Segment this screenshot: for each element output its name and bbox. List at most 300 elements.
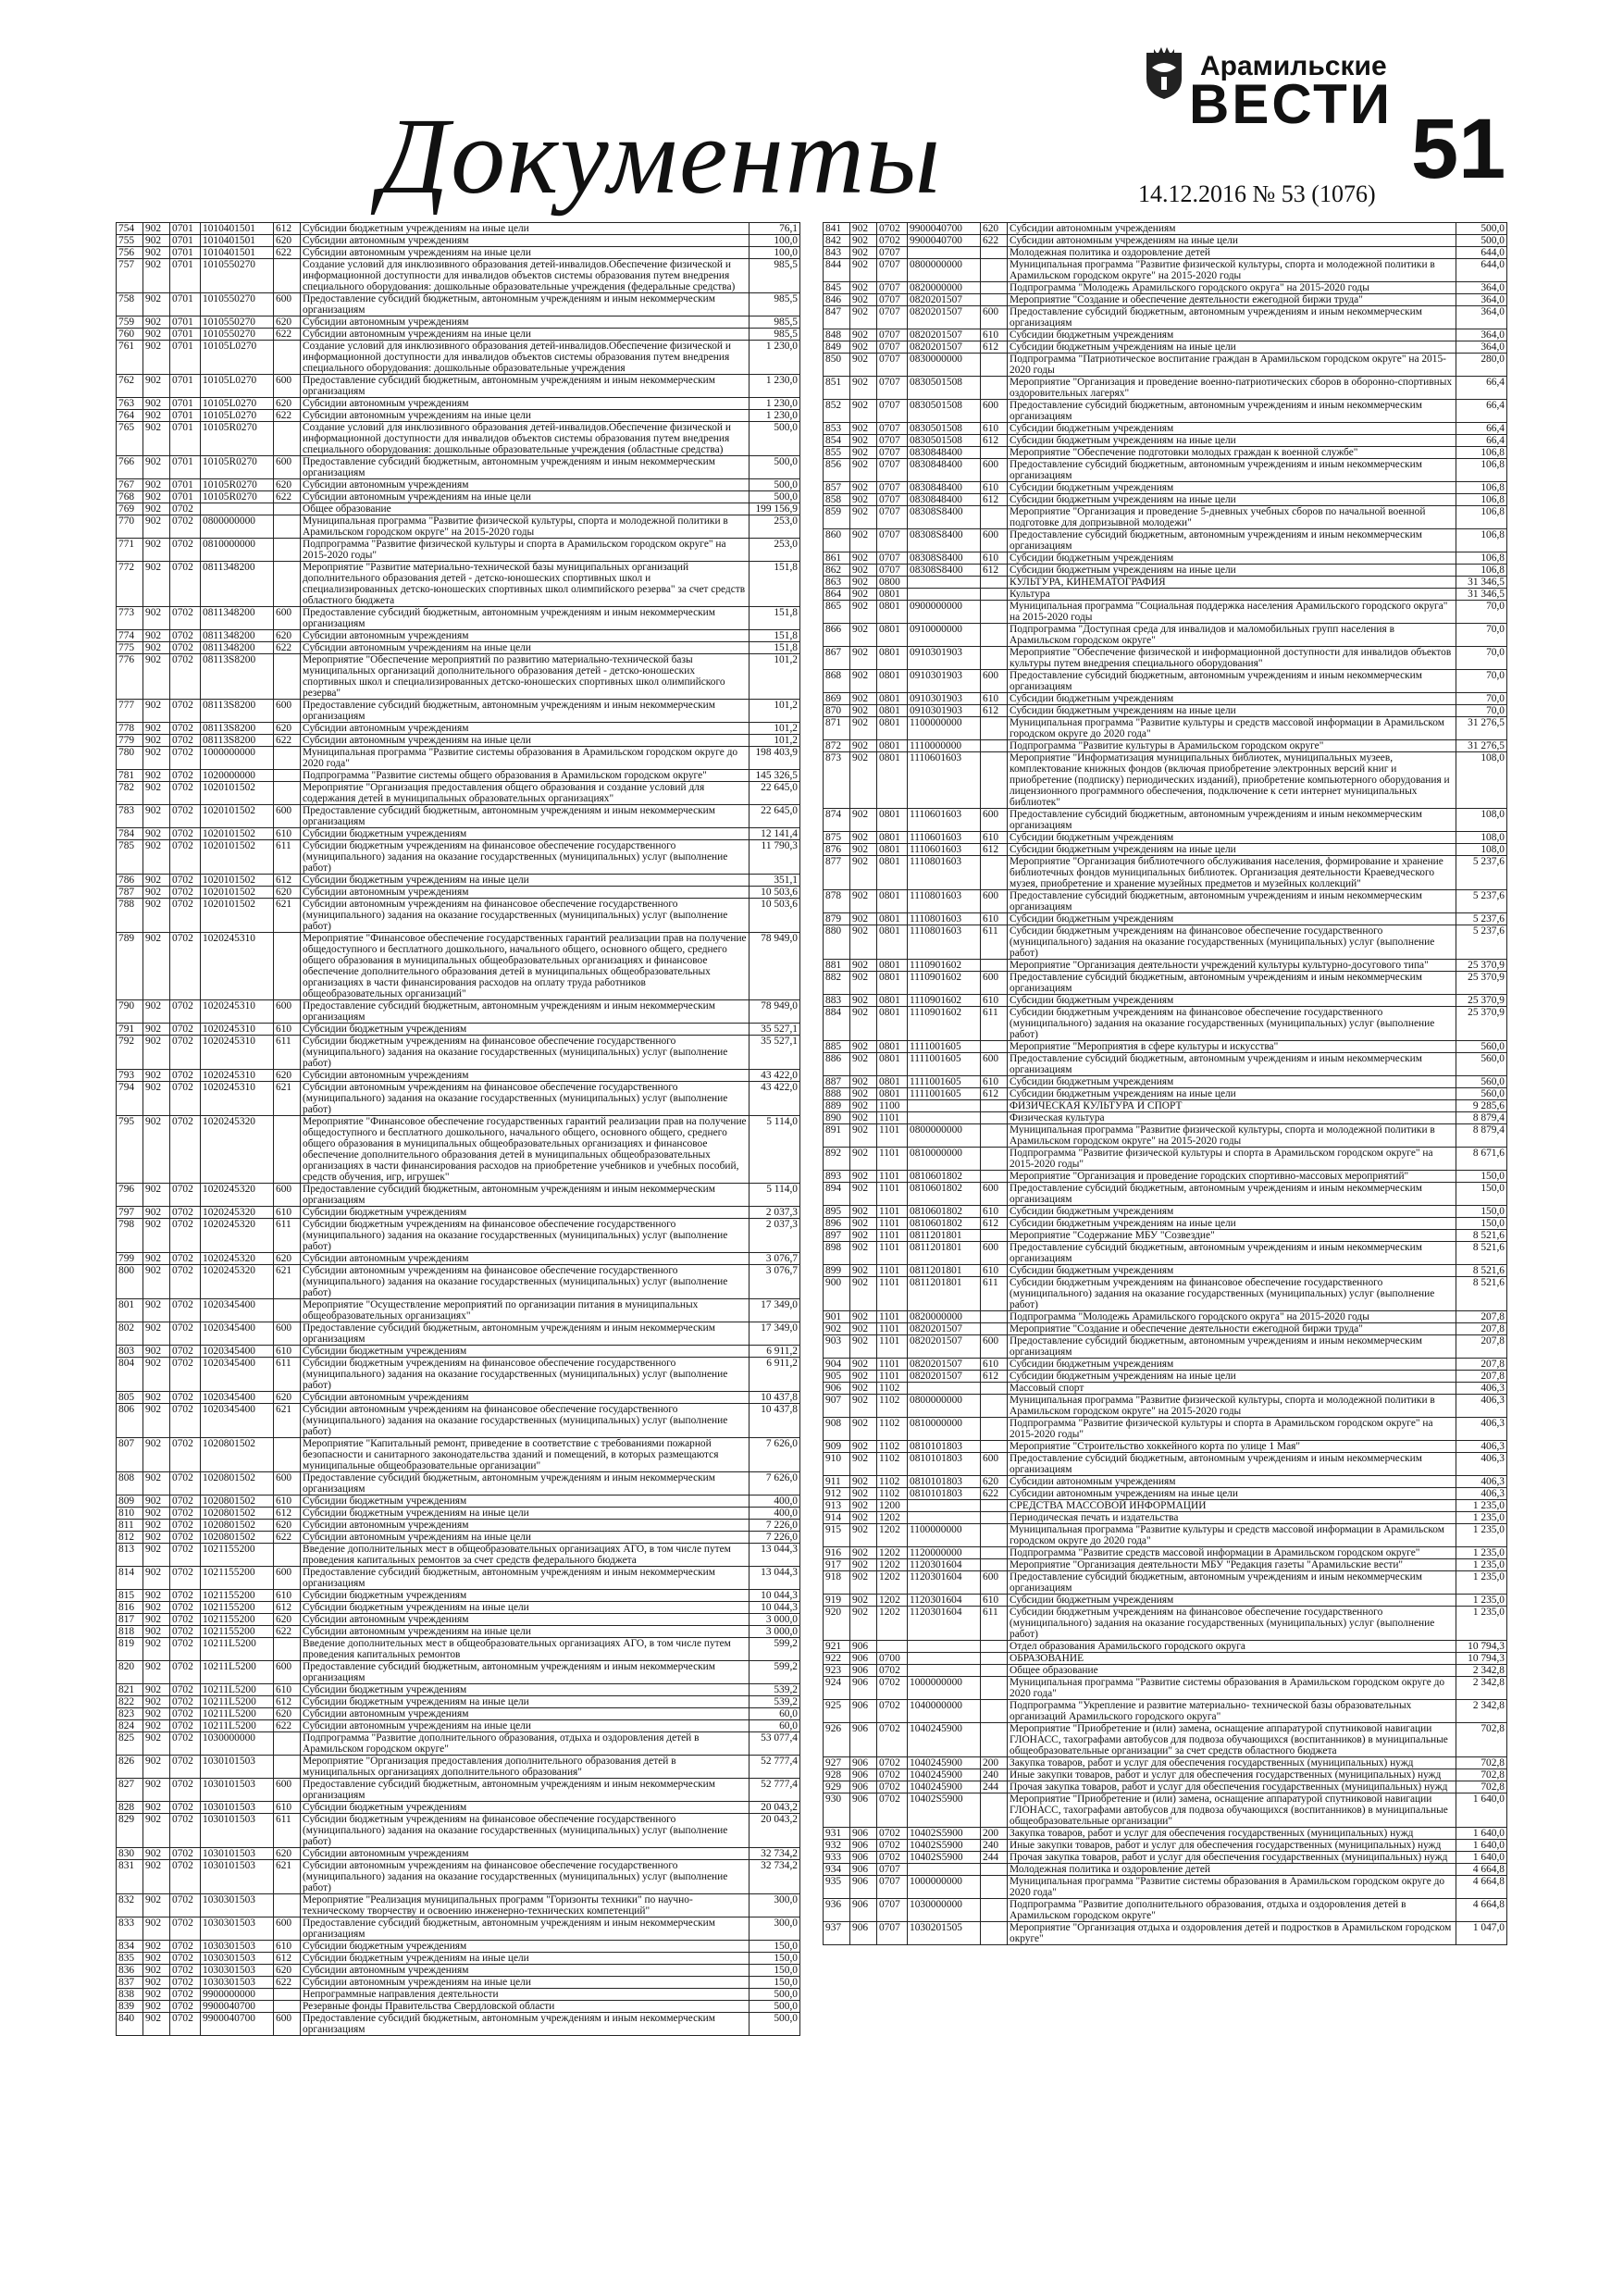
amount: 985,5	[750, 316, 800, 329]
target-article: 1110000000	[908, 740, 981, 752]
item-name: Субсидии бюджетным учреждениям на иные цели	[1008, 1088, 1456, 1100]
amount: 8 879,4	[1456, 1112, 1507, 1124]
row-number: 764	[117, 410, 143, 422]
amount: 985,5	[750, 293, 800, 316]
table-row	[824, 960, 1507, 972]
target-article: 0810101803	[908, 1453, 981, 1476]
expense-type: 612	[274, 1696, 301, 1708]
grbs-code: 902	[143, 1000, 170, 1024]
grbs-code: 902	[143, 1720, 170, 1732]
item-name: Мероприятие "Финансовое обеспечение государственных гарантий реализации прав на получение общедоступного и бесплатного дошкольного, начального общего, основного общего, среднего общего образования в муниципальных общеобразовательных организациях и финансовое обеспечение дополнительного образования детей в муниципальных общеобразовательных организациях в части финансирования расходов на оплату труда работников общеобразовательных организаций"	[301, 933, 750, 1000]
table-row	[117, 1000, 800, 1024]
amount: 2 037,3	[750, 1219, 800, 1253]
amount: 70,0	[1456, 670, 1507, 693]
amount: 702,8	[1456, 1757, 1507, 1769]
amount: 101,2	[750, 735, 800, 747]
target-article: 1030301503	[201, 1941, 274, 1953]
row-number: 925	[824, 1700, 850, 1723]
target-article: 1110801603	[908, 890, 981, 913]
target-article: 1020245310	[201, 1036, 274, 1070]
item-name: Предоставление субсидий бюджетным, автономным учреждениям и иным некоммерческим организациям	[301, 1567, 750, 1590]
row-number: 843	[824, 247, 850, 259]
section-code: 1101	[877, 1265, 908, 1277]
expense-type: 610	[981, 1206, 1008, 1218]
expense-type	[981, 601, 1008, 624]
target-article: 1010401501	[201, 247, 274, 259]
target-article: 1010401501	[201, 235, 274, 247]
section-code: 0702	[877, 235, 908, 247]
row-number: 785	[117, 840, 143, 875]
amount: 364,0	[1456, 329, 1507, 341]
section-code: 0702	[170, 607, 201, 630]
amount: 145 326,5	[750, 770, 800, 782]
target-article: 0810601802	[908, 1206, 981, 1218]
item-name: Субсидии бюджетным учреждениям	[1008, 693, 1456, 705]
section-code: 0702	[170, 1520, 201, 1532]
item-name: Предоставление субсидий бюджетным, автономным учреждениям и иным некоммерческим организациям	[301, 805, 750, 828]
table-row	[117, 1207, 800, 1219]
expense-type: 600	[981, 1453, 1008, 1476]
expense-type: 600	[274, 1000, 301, 1024]
row-number: 897	[824, 1230, 850, 1242]
amount: 10 503,6	[750, 887, 800, 899]
amount: 539,2	[750, 1696, 800, 1708]
row-number: 781	[117, 770, 143, 782]
table-row	[117, 515, 800, 539]
target-article: 0810101803	[908, 1488, 981, 1500]
section-code: 0702	[170, 1392, 201, 1404]
row-number: 826	[117, 1756, 143, 1779]
grbs-code: 906	[850, 1757, 877, 1769]
table-row	[824, 752, 1507, 809]
section-code: 0702	[170, 1720, 201, 1732]
target-article	[908, 1500, 981, 1512]
row-number: 927	[824, 1757, 850, 1769]
row-number: 874	[824, 809, 850, 832]
grbs-code: 902	[143, 1590, 170, 1602]
table-row	[824, 577, 1507, 589]
amount: 150,0	[1456, 1183, 1507, 1206]
expense-type: 612	[274, 223, 301, 235]
section-code: 0702	[170, 1544, 201, 1567]
item-name: Мероприятие "Организация предоставления общего образования и создание условий для содержания детей в муниципальных образовательных организациях"	[301, 782, 750, 805]
amount: 150,0	[750, 1977, 800, 1989]
amount: 151,8	[750, 642, 800, 654]
target-article: 0820000000	[908, 1311, 981, 1323]
section-code: 0702	[170, 1684, 201, 1696]
table-row	[824, 259, 1507, 282]
row-number: 790	[117, 1000, 143, 1024]
expense-type	[981, 1041, 1008, 1053]
target-article: 9900040700	[908, 235, 981, 247]
target-article: 1020345400	[201, 1358, 274, 1392]
target-article: 9900040700	[908, 223, 981, 235]
grbs-code: 902	[850, 577, 877, 589]
amount: 1 235,0	[1456, 1547, 1507, 1559]
expense-type: 600	[274, 700, 301, 723]
table-row	[117, 1532, 800, 1544]
grbs-code: 902	[143, 1520, 170, 1532]
table-row	[117, 2001, 800, 2013]
section-code: 0801	[877, 705, 908, 717]
grbs-code: 902	[143, 887, 170, 899]
section-code: 0707	[877, 1922, 908, 1945]
amount: 106,8	[1456, 459, 1507, 482]
table-row	[117, 1322, 800, 1346]
row-number: 907	[824, 1395, 850, 1418]
amount: 198 403,9	[750, 747, 800, 770]
table-row	[824, 223, 1507, 235]
grbs-code: 902	[850, 1524, 877, 1547]
expense-type	[981, 1124, 1008, 1148]
expense-type: 622	[274, 410, 301, 422]
expense-type: 600	[274, 1322, 301, 1346]
table-row	[824, 1418, 1507, 1441]
table-row	[117, 1602, 800, 1614]
amount: 702,8	[1456, 1781, 1507, 1793]
row-number: 930	[824, 1793, 850, 1828]
table-row	[824, 1500, 1507, 1512]
grbs-code: 902	[850, 482, 877, 494]
grbs-code: 902	[143, 422, 170, 456]
grbs-code: 902	[143, 630, 170, 642]
target-article: 1110901602	[908, 972, 981, 995]
expense-type: 612	[981, 1088, 1008, 1100]
section-code: 0702	[170, 1614, 201, 1626]
amount: 4 664,8	[1456, 1899, 1507, 1922]
grbs-code: 902	[143, 259, 170, 293]
expense-type	[274, 782, 301, 805]
target-article: 1021155200	[201, 1614, 274, 1626]
table-row	[824, 552, 1507, 565]
table-row	[824, 341, 1507, 354]
row-number: 900	[824, 1277, 850, 1311]
item-name: Субсидии автономным учреждениям на иные цели	[301, 329, 750, 341]
expense-type: 621	[274, 1860, 301, 1894]
section-code: 0702	[877, 1665, 908, 1677]
table-row	[117, 1965, 800, 1977]
section-code: 0707	[877, 354, 908, 377]
table-row	[824, 809, 1507, 832]
table-row	[117, 1814, 800, 1848]
expense-type: 610	[981, 1076, 1008, 1088]
expense-type	[981, 1383, 1008, 1395]
expense-type: 620	[274, 1253, 301, 1265]
section-code: 0801	[877, 960, 908, 972]
expense-type: 620	[274, 479, 301, 491]
grbs-code: 902	[850, 647, 877, 670]
expense-type	[981, 1500, 1008, 1512]
table-row	[117, 1404, 800, 1438]
amount: 53 077,4	[750, 1732, 800, 1756]
target-article: 0830501508	[908, 435, 981, 447]
target-article: 1010550270	[201, 259, 274, 293]
amount: 70,0	[1456, 693, 1507, 705]
table-row	[117, 875, 800, 887]
table-row	[117, 1590, 800, 1602]
amount: 76,1	[750, 223, 800, 235]
target-article: 0830501508	[908, 423, 981, 435]
item-name: Субсидии бюджетным учреждениям на иные цели	[301, 1602, 750, 1614]
amount: 539,2	[750, 1684, 800, 1696]
expense-type: 622	[274, 1720, 301, 1732]
grbs-code: 902	[143, 1346, 170, 1358]
table-row	[824, 306, 1507, 329]
target-article	[908, 577, 981, 589]
amount: 5 237,6	[1456, 890, 1507, 913]
item-name: Субсидии автономным учреждениям	[301, 316, 750, 329]
table-row	[824, 1218, 1507, 1230]
row-number: 884	[824, 1007, 850, 1041]
amount: 151,8	[750, 630, 800, 642]
section-code: 0702	[170, 1989, 201, 2001]
row-number: 823	[117, 1708, 143, 1720]
table-row	[824, 1757, 1507, 1769]
section-code: 0702	[170, 782, 201, 805]
section-code: 0701	[170, 259, 201, 293]
target-article: 1100000000	[908, 1524, 981, 1547]
item-name: Предоставление субсидий бюджетным, автономным учреждениям и иным некоммерческим организациям	[301, 1472, 750, 1496]
grbs-code: 902	[850, 705, 877, 717]
expense-type: 600	[981, 809, 1008, 832]
grbs-code: 902	[143, 503, 170, 515]
amount: 364,0	[1456, 306, 1507, 329]
amount: 500,0	[1456, 235, 1507, 247]
item-name: Субсидии бюджетным учреждениям	[1008, 1206, 1456, 1218]
expense-type	[981, 1171, 1008, 1183]
amount: 199 156,9	[750, 503, 800, 515]
table-row	[824, 1242, 1507, 1265]
item-name: Мероприятие "Организация и проведение военно-патриотических сборов в оборонно-спортивных оздоровительных лагерях"	[1008, 377, 1456, 400]
table-row	[824, 377, 1507, 400]
grbs-code: 902	[143, 1207, 170, 1219]
row-number: 857	[824, 482, 850, 494]
amount: 599,2	[750, 1661, 800, 1684]
grbs-code: 902	[143, 539, 170, 562]
amount: 985,5	[750, 259, 800, 293]
item-name: Субсидии автономным учреждениям	[301, 235, 750, 247]
section-title: Документы	[379, 95, 943, 217]
target-article: 0811348200	[201, 642, 274, 654]
table-row	[117, 782, 800, 805]
row-number: 902	[824, 1323, 850, 1335]
row-number: 768	[117, 491, 143, 503]
expense-type: 600	[274, 1184, 301, 1207]
expense-type: 600	[274, 607, 301, 630]
item-name: Мероприятие "Капитальный ремонт, приведение в соответствие с требованиями пожарной безопасности и санитарного законодательства зданий и помещений, в которых размещаются муниципальные общеобразовательные организации"	[301, 1438, 750, 1472]
target-article: 0820201507	[908, 294, 981, 306]
newspaper-logo	[1143, 32, 1393, 135]
table-row	[117, 735, 800, 747]
item-name: Субсидии автономным учреждениям	[301, 1614, 750, 1626]
item-name: Субсидии бюджетным учреждениям	[1008, 1595, 1456, 1607]
item-name: Предоставление субсидий бюджетным, автономным учреждениям и иным некоммерческим организациям	[1008, 529, 1456, 552]
grbs-code: 906	[850, 1723, 877, 1757]
expense-type: 612	[274, 1508, 301, 1520]
amount: 150,0	[750, 1965, 800, 1977]
table-row	[117, 1496, 800, 1508]
section-code: 0801	[877, 890, 908, 913]
amount: 8 879,4	[1456, 1124, 1507, 1148]
target-article: 0811201801	[908, 1230, 981, 1242]
expense-type: 612	[981, 844, 1008, 856]
row-number: 864	[824, 589, 850, 601]
table-row	[824, 693, 1507, 705]
expense-type: 610	[981, 482, 1008, 494]
expense-type	[981, 1653, 1008, 1665]
item-name: Подпрограмма "Развитие дополнительного образования, отдыха и оздоровления детей в Арамильском городском округе"	[1008, 1899, 1456, 1922]
grbs-code: 902	[850, 459, 877, 482]
target-article: 0811348200	[201, 630, 274, 642]
amount: 702,8	[1456, 1769, 1507, 1781]
grbs-code: 906	[850, 1922, 877, 1945]
section-code: 0702	[170, 1265, 201, 1299]
row-number: 832	[117, 1894, 143, 1917]
amount: 300,0	[750, 1917, 800, 1941]
amount: 1 235,0	[1456, 1607, 1507, 1641]
section-code: 0702	[170, 1814, 201, 1848]
target-article: 1040245900	[908, 1757, 981, 1769]
expense-type: 600	[981, 1571, 1008, 1595]
row-number: 815	[117, 1590, 143, 1602]
expense-type	[981, 740, 1008, 752]
table-row	[824, 740, 1507, 752]
target-article: 0820201507	[908, 1371, 981, 1383]
target-article: 1020345400	[201, 1322, 274, 1346]
amount: 3 000,0	[750, 1626, 800, 1638]
table-row	[117, 1024, 800, 1036]
target-article: 0811201801	[908, 1242, 981, 1265]
amount: 108,0	[1456, 752, 1507, 809]
expense-type: 622	[274, 1532, 301, 1544]
grbs-code: 902	[143, 1082, 170, 1116]
table-row	[824, 354, 1507, 377]
expense-type	[981, 1441, 1008, 1453]
amount: 406,3	[1456, 1476, 1507, 1488]
target-article: 1020345400	[201, 1404, 274, 1438]
row-number: 863	[824, 577, 850, 589]
amount: 10 437,8	[750, 1392, 800, 1404]
expense-type	[981, 506, 1008, 529]
amount: 500,0	[750, 1989, 800, 2001]
row-number: 859	[824, 506, 850, 529]
table-row	[117, 1626, 800, 1638]
target-article: 1110601603	[908, 752, 981, 809]
amount: 702,8	[1456, 1723, 1507, 1757]
target-article: 10105L0270	[201, 398, 274, 410]
table-row	[824, 282, 1507, 294]
amount: 599,2	[750, 1638, 800, 1661]
item-name: Субсидии бюджетным учреждениям	[301, 828, 750, 840]
expense-type: 611	[274, 1219, 301, 1253]
target-article: 1020101502	[201, 840, 274, 875]
section-code: 1102	[877, 1395, 908, 1418]
section-code: 0702	[170, 1322, 201, 1346]
grbs-code: 902	[143, 1253, 170, 1265]
target-article: 0820201507	[908, 1335, 981, 1359]
item-name: Субсидии бюджетным учреждениям на иные цели	[301, 223, 750, 235]
grbs-code: 902	[143, 1989, 170, 2001]
table-row	[824, 1559, 1507, 1571]
section-code: 0702	[170, 1116, 201, 1184]
target-article: 0800000000	[908, 259, 981, 282]
section-code: 1202	[877, 1524, 908, 1547]
expense-type: 600	[274, 293, 301, 316]
expense-type: 610	[981, 832, 1008, 844]
section-code: 1100	[877, 1100, 908, 1112]
expense-type: 600	[981, 306, 1008, 329]
grbs-code: 902	[850, 1076, 877, 1088]
amount: 207,8	[1456, 1323, 1507, 1335]
grbs-code: 906	[850, 1840, 877, 1852]
row-number: 754	[117, 223, 143, 235]
grbs-code: 902	[850, 506, 877, 529]
row-number: 935	[824, 1876, 850, 1899]
section-code: 0801	[877, 740, 908, 752]
row-number: 829	[117, 1814, 143, 1848]
grbs-code: 902	[143, 1638, 170, 1661]
section-code: 0701	[170, 491, 201, 503]
expense-type: 611	[274, 840, 301, 875]
section-code: 0707	[877, 247, 908, 259]
row-number: 783	[117, 805, 143, 828]
expense-type	[274, 562, 301, 607]
section-code: 0702	[170, 1404, 201, 1438]
amount: 1 235,0	[1456, 1512, 1507, 1524]
target-article: 0910301903	[908, 693, 981, 705]
section-code: 0702	[170, 1567, 201, 1590]
row-number: 778	[117, 723, 143, 735]
section-code: 1102	[877, 1476, 908, 1488]
grbs-code: 902	[850, 1100, 877, 1112]
amount: 500,0	[750, 2001, 800, 2013]
amount: 7 226,0	[750, 1520, 800, 1532]
item-name: Предоставление субсидий бюджетным, автономным учреждениям и иным некоммерческим организациям	[1008, 306, 1456, 329]
expense-type: 600	[981, 459, 1008, 482]
table-row	[117, 1732, 800, 1756]
item-name: Субсидии автономным учреждениям на финансовое обеспечение государственного (муниципального) задания на оказание государственных (муниципальных) услуг (выполнение работ)	[301, 1404, 750, 1438]
section-code: 0702	[170, 735, 201, 747]
table-row	[117, 2013, 800, 2036]
grbs-code: 902	[850, 1088, 877, 1100]
grbs-code: 902	[143, 1508, 170, 1520]
grbs-code: 902	[850, 223, 877, 235]
item-name: Муниципальная программа "Социальная поддержка населения Арамильского городского округа" на 2015-2020 годы	[1008, 601, 1456, 624]
expense-type: 610	[274, 828, 301, 840]
grbs-code: 906	[850, 1793, 877, 1828]
table-row	[117, 1860, 800, 1894]
section-code: 1101	[877, 1311, 908, 1323]
amount: 100,0	[750, 235, 800, 247]
amount: 101,2	[750, 654, 800, 700]
amount: 108,0	[1456, 844, 1507, 856]
target-article: 1020101502	[201, 828, 274, 840]
expense-type: 600	[981, 400, 1008, 423]
expense-type	[981, 294, 1008, 306]
amount: 10 044,3	[750, 1602, 800, 1614]
section-code: 0702	[170, 1917, 201, 1941]
expense-type: 611	[981, 1607, 1008, 1641]
item-name: Подпрограмма "Развитие средств массовой информации в Арамильском городском округе"	[1008, 1547, 1456, 1559]
expense-type: 622	[981, 235, 1008, 247]
table-row	[824, 890, 1507, 913]
section-code: 0702	[170, 1219, 201, 1253]
expense-type: 622	[274, 247, 301, 259]
amount: 6 911,2	[750, 1358, 800, 1392]
amount: 560,0	[1456, 1053, 1507, 1076]
amount: 8 671,6	[1456, 1148, 1507, 1171]
row-number: 771	[117, 539, 143, 562]
